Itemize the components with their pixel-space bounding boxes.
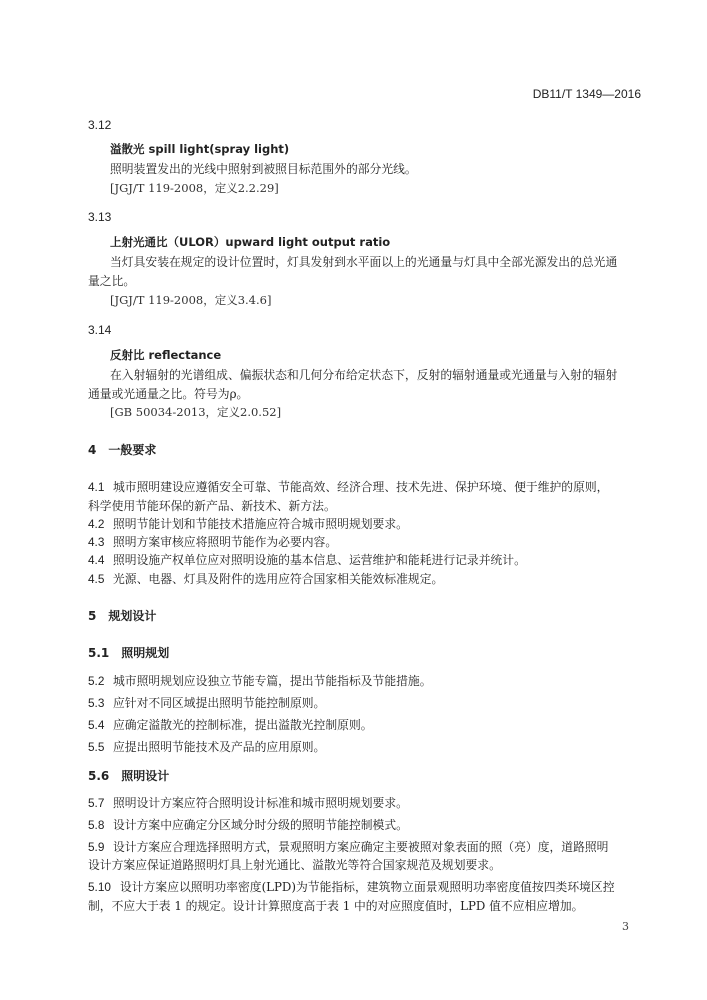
clause-number: 5.5	[88, 740, 105, 754]
clause-text: 照明节能计划和节能技术措施应符合城市照明规划要求。	[113, 517, 408, 531]
clause-text: 照明设施产权单位应对照明设施的基本信息、运营维护和能耗进行记录并统计。	[113, 553, 526, 567]
clause	[88, 478, 608, 495]
subsection-heading: 5.6 照明设计	[88, 769, 170, 783]
term-definition: 当灯具安装在规定的设计位置时，灯具发射到水平面以上的光通量与灯具中全部光源发出的总光通	[110, 255, 618, 269]
clause-text: 设计方案中应确定分区域分时分级的照明节能控制模式。	[113, 818, 408, 832]
clause-text: 照明方案审核应将照明节能作为必要内容。	[113, 535, 338, 549]
clause	[88, 694, 325, 711]
section-heading: 5 规划设计	[88, 609, 157, 623]
clause-text: 城市照明规划应设独立节能专篇，提出节能指标及节能措施。	[113, 674, 432, 688]
clause-text: 设计方案应以照明功率密度(LPD)为节能指标，建筑物立面景观照明功率密度值按四类环境区控	[120, 880, 615, 894]
term-title: 上射光通比（ULOR）upward light output ratio	[110, 235, 391, 249]
clause-number: 5.8	[88, 818, 105, 832]
term-reference: [GB 50034-2013，定义2.0.52]	[110, 405, 282, 419]
clause-number: 5.9	[88, 840, 105, 854]
term-definition: 在入射辐射的光谱组成、偏振状态和几何分布给定状态下，反射的辐射通量或光通量与入射的辐射	[110, 368, 618, 382]
clause-text: 设计方案应保证道路照明灯具上射光通比、溢散光等符合国家规范及规划要求。	[88, 858, 501, 872]
document-code: DB11/T 1349—2016	[532, 87, 641, 101]
clause	[88, 570, 443, 587]
clause-number: 4.1	[88, 480, 105, 494]
term-definition: 照明装置发出的光线中照射到被照目标范围外的部分光线。	[110, 162, 417, 176]
term-definition: 通量或光通量之比。符号为ρ。	[88, 387, 249, 401]
term-definition: 量之比。	[88, 274, 136, 288]
clause-number: 4.5	[88, 572, 105, 586]
subsection-heading: 5.1 照明规划	[88, 646, 170, 660]
clause	[88, 816, 408, 833]
term-reference: [JGJ/T 119-2008，定义2.2.29]	[110, 181, 279, 195]
term-title: 溢散光 spill light(spray light)	[110, 142, 290, 156]
clause-text: 设计方案应合理选择照明方式，景观照明方案应确定主要被照对象表面的照（亮）度，道路照明	[113, 840, 609, 854]
page-number: 3	[622, 920, 629, 933]
clause	[88, 551, 526, 568]
term-number: 3.13	[88, 210, 112, 224]
clause	[88, 738, 325, 755]
clause-number: 4.2	[88, 517, 105, 531]
clause-text: 应提出照明节能技术及产品的应用原则。	[113, 740, 326, 754]
clause	[88, 794, 408, 811]
section-heading: 4 一般要求	[88, 443, 157, 457]
clause-number: 4.3	[88, 535, 105, 549]
clause-text: 应针对不同区域提出照明节能控制原则。	[113, 696, 326, 710]
clause	[88, 533, 337, 550]
term-title: 反射比 reflectance	[110, 348, 222, 362]
term-number: 3.14	[88, 323, 112, 337]
clause	[88, 716, 373, 733]
clause-number: 5.3	[88, 696, 105, 710]
clause	[88, 838, 608, 855]
term-reference: [JGJ/T 119-2008，定义3.4.6]	[110, 293, 272, 307]
clause	[88, 672, 432, 689]
term-number: 3.12	[88, 118, 112, 132]
clause-text: 光源、电器、灯具及附件的选用应符合国家相关能效标准规定。	[113, 572, 444, 586]
clause-text: 制，不应大于表 1 的规定。设计计算照度高于表 1 中的对应照度值时，LPD 值不应相应增加。	[88, 899, 584, 913]
clause-text: 照明设计方案应符合照明设计标准和城市照明规划要求。	[113, 796, 408, 810]
clause-text: 城市照明建设应遵循安全可靠、节能高效、经济合理、技术先进、保护环境、便于维护的原则，	[113, 480, 609, 494]
clause	[88, 878, 615, 895]
clause-number: 5.2	[88, 674, 105, 688]
clause-number: 5.4	[88, 718, 105, 732]
clause-number: 5.10	[88, 880, 111, 894]
clause-text: 科学使用节能环保的新产品、新技术、新方法。	[88, 499, 336, 513]
clause-number: 4.4	[88, 553, 105, 567]
clause	[88, 515, 408, 532]
clause-text: 应确定溢散光的控制标准，提出溢散光控制原则。	[113, 718, 373, 732]
clause-number: 5.7	[88, 796, 105, 810]
